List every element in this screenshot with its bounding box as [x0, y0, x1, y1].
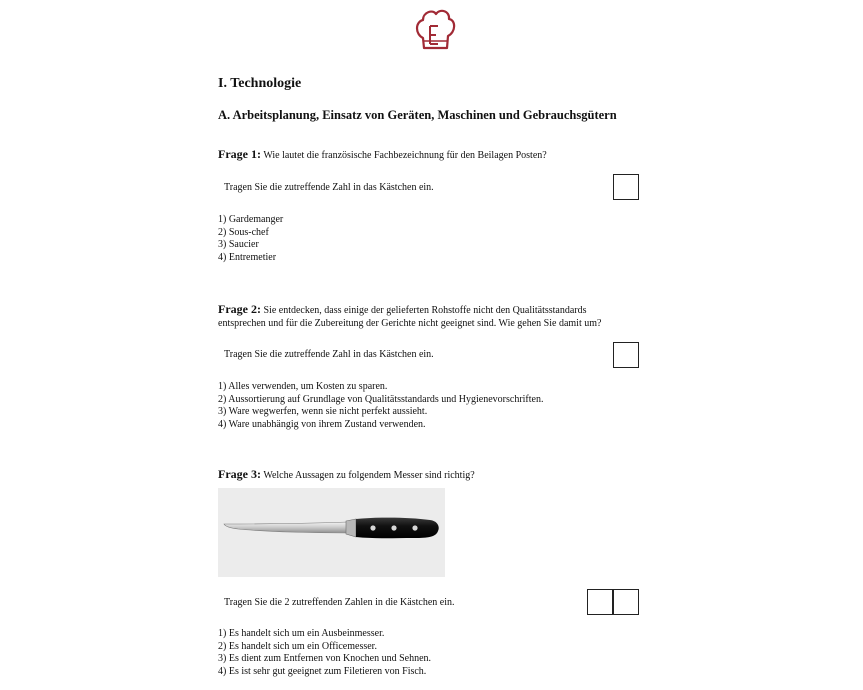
- list-item: 2) Sous-chef: [218, 226, 269, 238]
- question-1-label: Frage 1:: [218, 147, 261, 161]
- question-1-text: Wie lautet die französische Fachbezeichnung für den Beilagen Posten?: [263, 150, 547, 161]
- question-2-instruction: Tragen Sie die zutreffende Zahl in das Kästchen ein.: [224, 349, 434, 360]
- chef-hat-icon: [411, 4, 459, 52]
- question-3-instruction: Tragen Sie die 2 zutreffenden Zahlen in die Kästchen ein.: [224, 597, 455, 608]
- question-2: [218, 303, 601, 330]
- list-item: 1) Gardemanger: [218, 214, 284, 225]
- question-2-text-line1: Sie entdecken, dass einige der gelieferten Rohstoffe nicht den Qualitätsstandards: [263, 305, 587, 316]
- question-1-answer-box[interactable]: [613, 174, 639, 200]
- question-1: [218, 148, 547, 163]
- list-item: 1) Es handelt sich um ein Ausbeinmesser.: [218, 628, 385, 639]
- list-item: 1) Alles verwenden, um Kosten zu sparen.: [218, 381, 388, 392]
- question-3: [218, 468, 475, 483]
- question-3-answer-box-1[interactable]: [587, 589, 613, 615]
- list-item: 2) Es handelt sich um ein Officemesser.: [218, 640, 377, 652]
- question-3-answer-box-2[interactable]: [613, 589, 639, 615]
- list-item: 4) Ware unabhängig von ihrem Zustand verwenden.: [218, 418, 426, 430]
- section-subtitle: A. Arbeitsplanung, Einsatz von Geräten, Maschinen und Gebrauchsgütern: [218, 108, 617, 122]
- question-2-label: Frage 2:: [218, 302, 261, 316]
- list-item: 2) Aussortierung auf Grundlage von Qualitätsstandards und Hygienevorschriften.: [218, 393, 544, 405]
- question-2-options: [218, 381, 543, 431]
- question-1-options: [218, 214, 283, 264]
- boning-knife-image: [218, 488, 445, 577]
- question-1-instruction: Tragen Sie die zutreffende Zahl in das Kästchen ein.: [224, 182, 434, 193]
- question-3-label: Frage 3:: [218, 467, 261, 481]
- list-item: 3) Saucier: [218, 239, 259, 251]
- list-item: 3) Ware wegwerfen, wenn sie nicht perfekt aussieht.: [218, 406, 428, 418]
- list-item: 4) Es ist sehr gut geeignet zum Filetieren von Fisch.: [218, 665, 427, 677]
- knife-icon: [218, 488, 445, 577]
- question-3-options: [218, 628, 431, 678]
- list-item: 3) Es dient zum Entfernen von Knochen und Sehnen.: [218, 653, 432, 665]
- question-2-text-line2: entsprechen und für die Zubereitung der Gerichte nicht geeignet sind. Wie gehen Sie damit um?: [218, 317, 602, 329]
- section-title: I. Technologie: [218, 76, 302, 91]
- question-2-answer-box[interactable]: [613, 342, 639, 368]
- question-3-text: Welche Aussagen zu folgendem Messer sind richtig?: [263, 470, 475, 481]
- list-item: 4) Entremetier: [218, 251, 277, 263]
